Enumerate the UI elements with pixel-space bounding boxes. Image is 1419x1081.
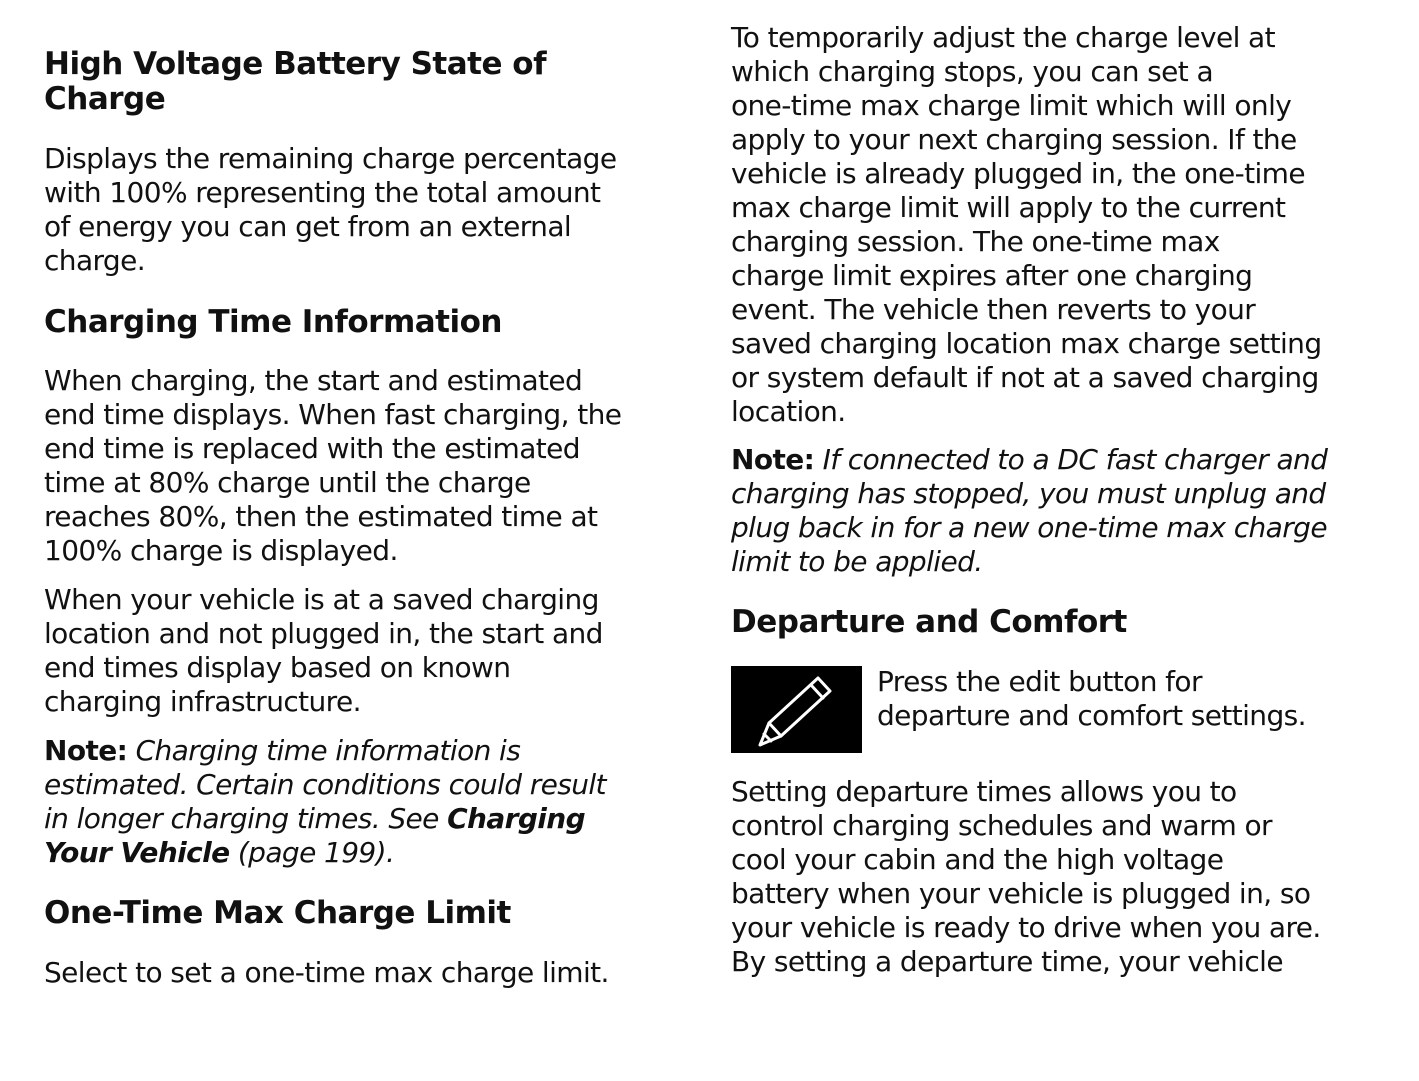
text-line: charge.: [44, 244, 146, 277]
note-dc-fast-charger: [731, 443, 1327, 579]
text-line: When your vehicle is at a saved charging: [44, 583, 599, 616]
text-line: one-time max charge limit which will only: [731, 89, 1292, 122]
note-line: charging has stopped, you must unplug and: [731, 477, 1326, 510]
note-text: Charging time information is: [135, 734, 521, 767]
text-line: 100% charge is displayed.: [44, 534, 398, 567]
text-line: charging infrastructure.: [44, 685, 361, 718]
heading-line: High Voltage Battery State of: [44, 46, 547, 82]
text-line: event. The vehicle then reverts to your: [731, 293, 1256, 326]
text-line: location.: [731, 395, 846, 428]
text-line: or system default if not at a saved charging: [731, 361, 1319, 394]
text-line: Setting departure times allows you to: [731, 775, 1237, 808]
text-line: reaches 80%, then the estimated time at: [44, 500, 598, 533]
battery-description: [44, 142, 616, 278]
note-line: limit to be applied.: [731, 545, 983, 578]
text-line: end times display based on known: [44, 651, 511, 684]
text-line: apply to your next charging session. If the: [731, 123, 1297, 156]
charging-your-vehicle-link[interactable]: Charging: [447, 802, 586, 835]
note-label: Note:: [44, 734, 128, 767]
text-line: end time displays. When fast charging, the: [44, 398, 622, 431]
text-line: When charging, the start and estimated: [44, 364, 583, 397]
text-line: charge limit expires after one charging: [731, 259, 1253, 292]
charging-your-vehicle-link[interactable]: Your Vehicle: [44, 836, 230, 869]
max-charge-description: [44, 956, 609, 990]
text-line: Select to set a one-time max charge limit.: [44, 956, 609, 989]
text-line: of energy you can get from an external: [44, 210, 572, 243]
note-line: [731, 443, 1327, 477]
note-text: in longer charging times. See: [44, 802, 448, 835]
text-line: your vehicle is ready to drive when you are.: [731, 911, 1321, 944]
edit-button-description: [877, 665, 1306, 733]
heading-charging-time-information: Charging Time Information: [44, 304, 502, 340]
text-line: location and not plugged in, the start and: [44, 617, 603, 650]
heading-line: Charge: [44, 81, 166, 117]
text-line: which charging stops, you can set a: [731, 55, 1214, 88]
text-line: with 100% representing the total amount: [44, 176, 601, 209]
page-reference: (page 199).: [229, 836, 395, 869]
text-line: saved charging location max charge setting: [731, 327, 1322, 360]
text-line: time at 80% charge until the charge: [44, 466, 531, 499]
charging-time-description: [44, 364, 621, 568]
note-line: [44, 802, 606, 836]
note-text: If connected to a DC fast charger and: [822, 443, 1328, 476]
text-line: Displays the remaining charge percentage: [44, 142, 617, 175]
note-charging-time: [44, 734, 606, 870]
max-charge-detail: [731, 21, 1322, 429]
text-line: control charging schedules and warm or: [731, 809, 1272, 842]
text-line: max charge limit will apply to the current: [731, 191, 1286, 224]
text-line: battery when your vehicle is plugged in, so: [731, 877, 1311, 910]
saved-location-description: [44, 583, 603, 719]
note-line: plug back in for a new one-time max charge: [731, 511, 1327, 544]
text-line: charging session. The one-time max: [731, 225, 1220, 258]
heading-battery-state-of-charge: [44, 47, 546, 117]
note-label: Note:: [731, 443, 815, 476]
departure-description: [731, 775, 1321, 979]
text-line: vehicle is already plugged in, the one-time: [731, 157, 1305, 190]
text-line: By setting a departure time, your vehicle: [731, 945, 1283, 978]
note-line: [44, 734, 606, 768]
heading-departure-and-comfort: Departure and Comfort: [731, 604, 1127, 640]
pencil-icon: [731, 666, 862, 753]
note-line: [44, 836, 606, 870]
text-line: Press the edit button for: [877, 665, 1202, 698]
text-line: cool your cabin and the high voltage: [731, 843, 1224, 876]
heading-one-time-max-charge-limit: One-Time Max Charge Limit: [44, 895, 511, 931]
text-line: departure and comfort settings.: [877, 699, 1306, 732]
text-line: To temporarily adjust the charge level at: [731, 21, 1275, 54]
note-line: estimated. Certain conditions could result: [44, 768, 606, 801]
text-line: end time is replaced with the estimated: [44, 432, 580, 465]
